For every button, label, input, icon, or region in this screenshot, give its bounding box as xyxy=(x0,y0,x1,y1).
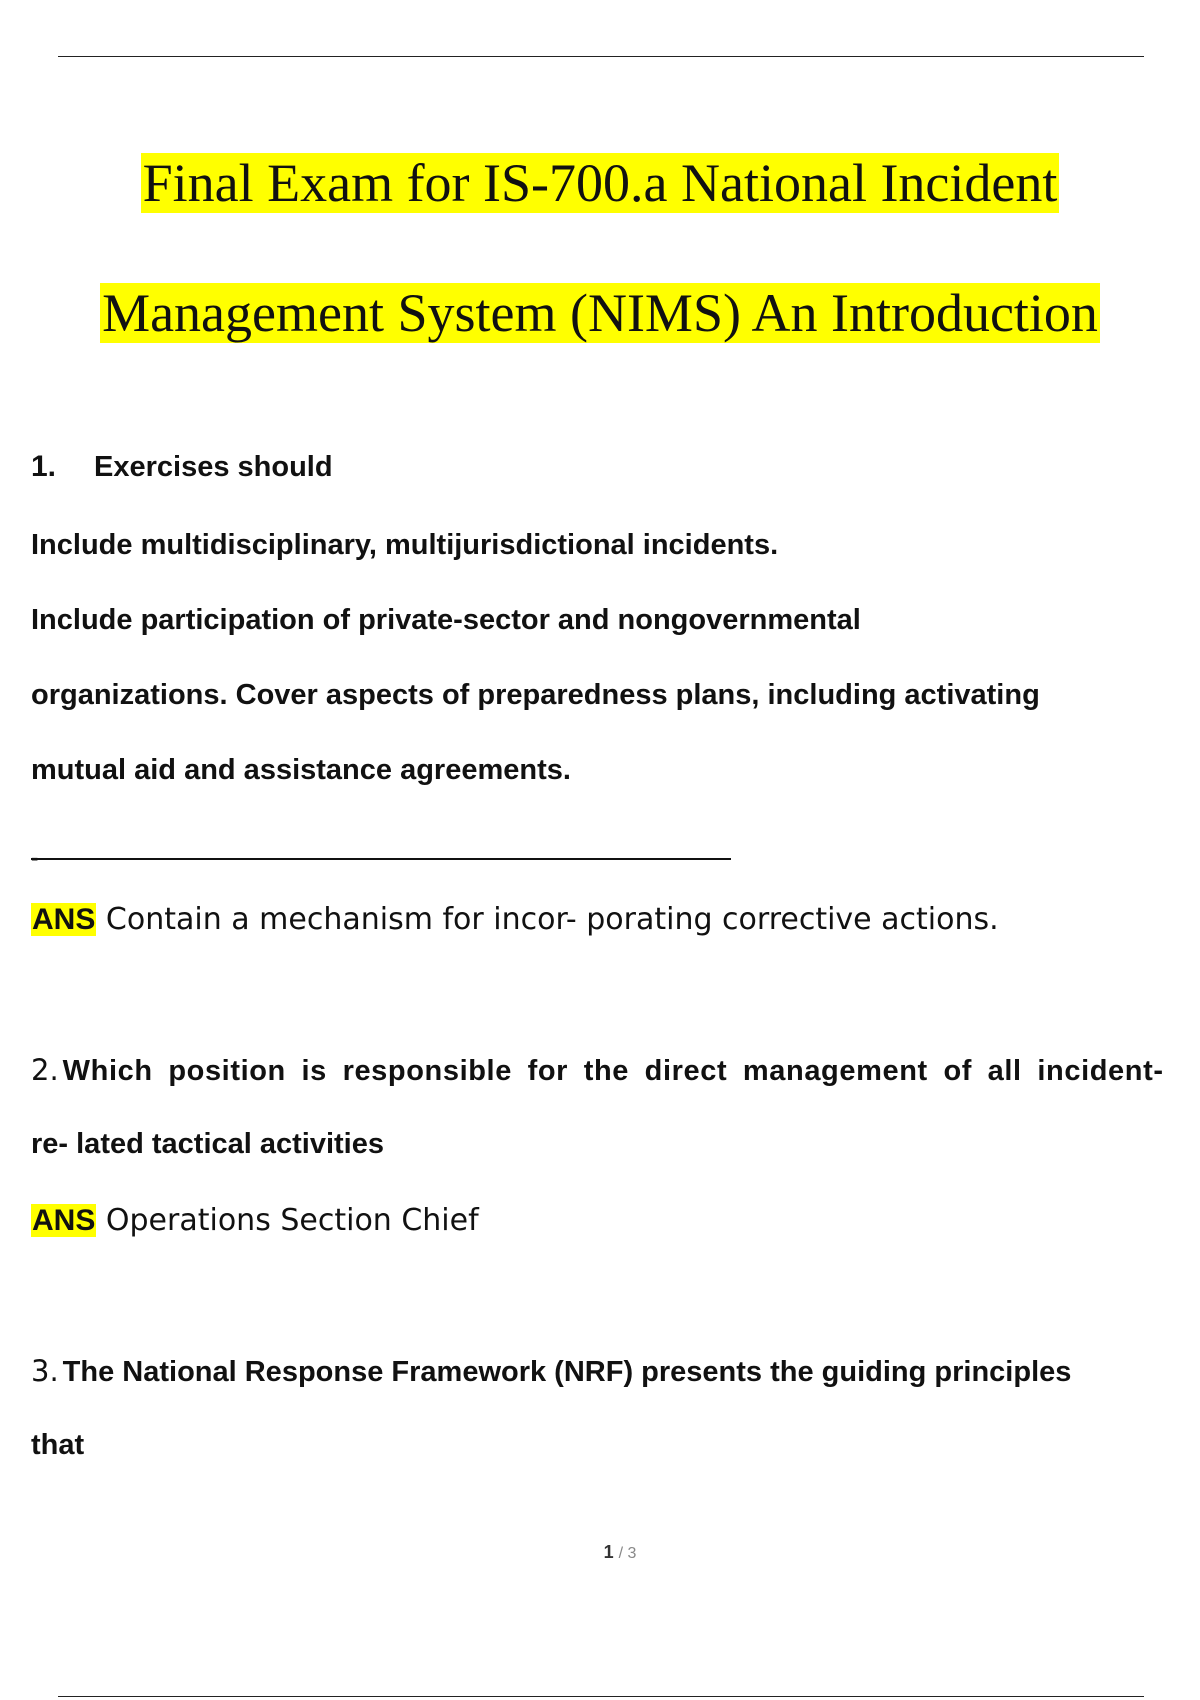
question-3-number: 3. xyxy=(31,1354,59,1388)
question-1-body-line-4: mutual aid and assistance agreements. xyxy=(31,754,571,786)
question-2-heading xyxy=(31,1053,1200,1088)
bottom-rule xyxy=(58,1696,1144,1697)
title-line-2: Management System (NIMS) An Introduction xyxy=(102,283,1098,343)
question-3-heading xyxy=(31,1354,1071,1389)
question-2-text-line-1: Which position is responsible for the direct management of all incident- xyxy=(62,1055,1164,1087)
separator-dash: - xyxy=(31,845,39,870)
answer-text: Operations Section Chief xyxy=(105,1203,479,1238)
question-1-number: 1. xyxy=(31,450,57,483)
question-1-body-line-1: Include multidisciplinary, multijurisdictional incidents. xyxy=(31,529,779,561)
question-1-body-line-2: Include participation of private-sector and nongovernmental xyxy=(31,604,861,636)
question-2-answer xyxy=(31,1203,479,1238)
question-1-answer xyxy=(31,902,999,937)
question-1-text: Exercises should xyxy=(94,451,333,483)
question-1-body-line-3: organizations. Cover aspects of preparedness plans, including activating xyxy=(31,679,1040,711)
current-page: 1 xyxy=(603,1542,614,1562)
page-indicator xyxy=(0,1542,1200,1563)
top-rule xyxy=(58,56,1144,57)
question-2-text-line-2: re- lated tactical activities xyxy=(31,1128,384,1160)
question-1-heading xyxy=(31,450,333,484)
question-3-text-line-1: The National Response Framework (NRF) presents the guiding principles xyxy=(62,1356,1072,1388)
question-2-number: 2. xyxy=(31,1053,59,1087)
title-line-1: Final Exam for IS-700.a National Incident xyxy=(142,153,1058,213)
ans-label: ANS xyxy=(32,1204,96,1237)
answer-separator xyxy=(31,858,731,860)
answer-text: Contain a mechanism for incor- porating corrective actions. xyxy=(105,902,999,937)
total-pages: / 3 xyxy=(618,1545,637,1562)
document-title xyxy=(0,118,1200,378)
ans-label: ANS xyxy=(32,903,96,936)
question-3-text-line-2: that xyxy=(31,1429,85,1461)
